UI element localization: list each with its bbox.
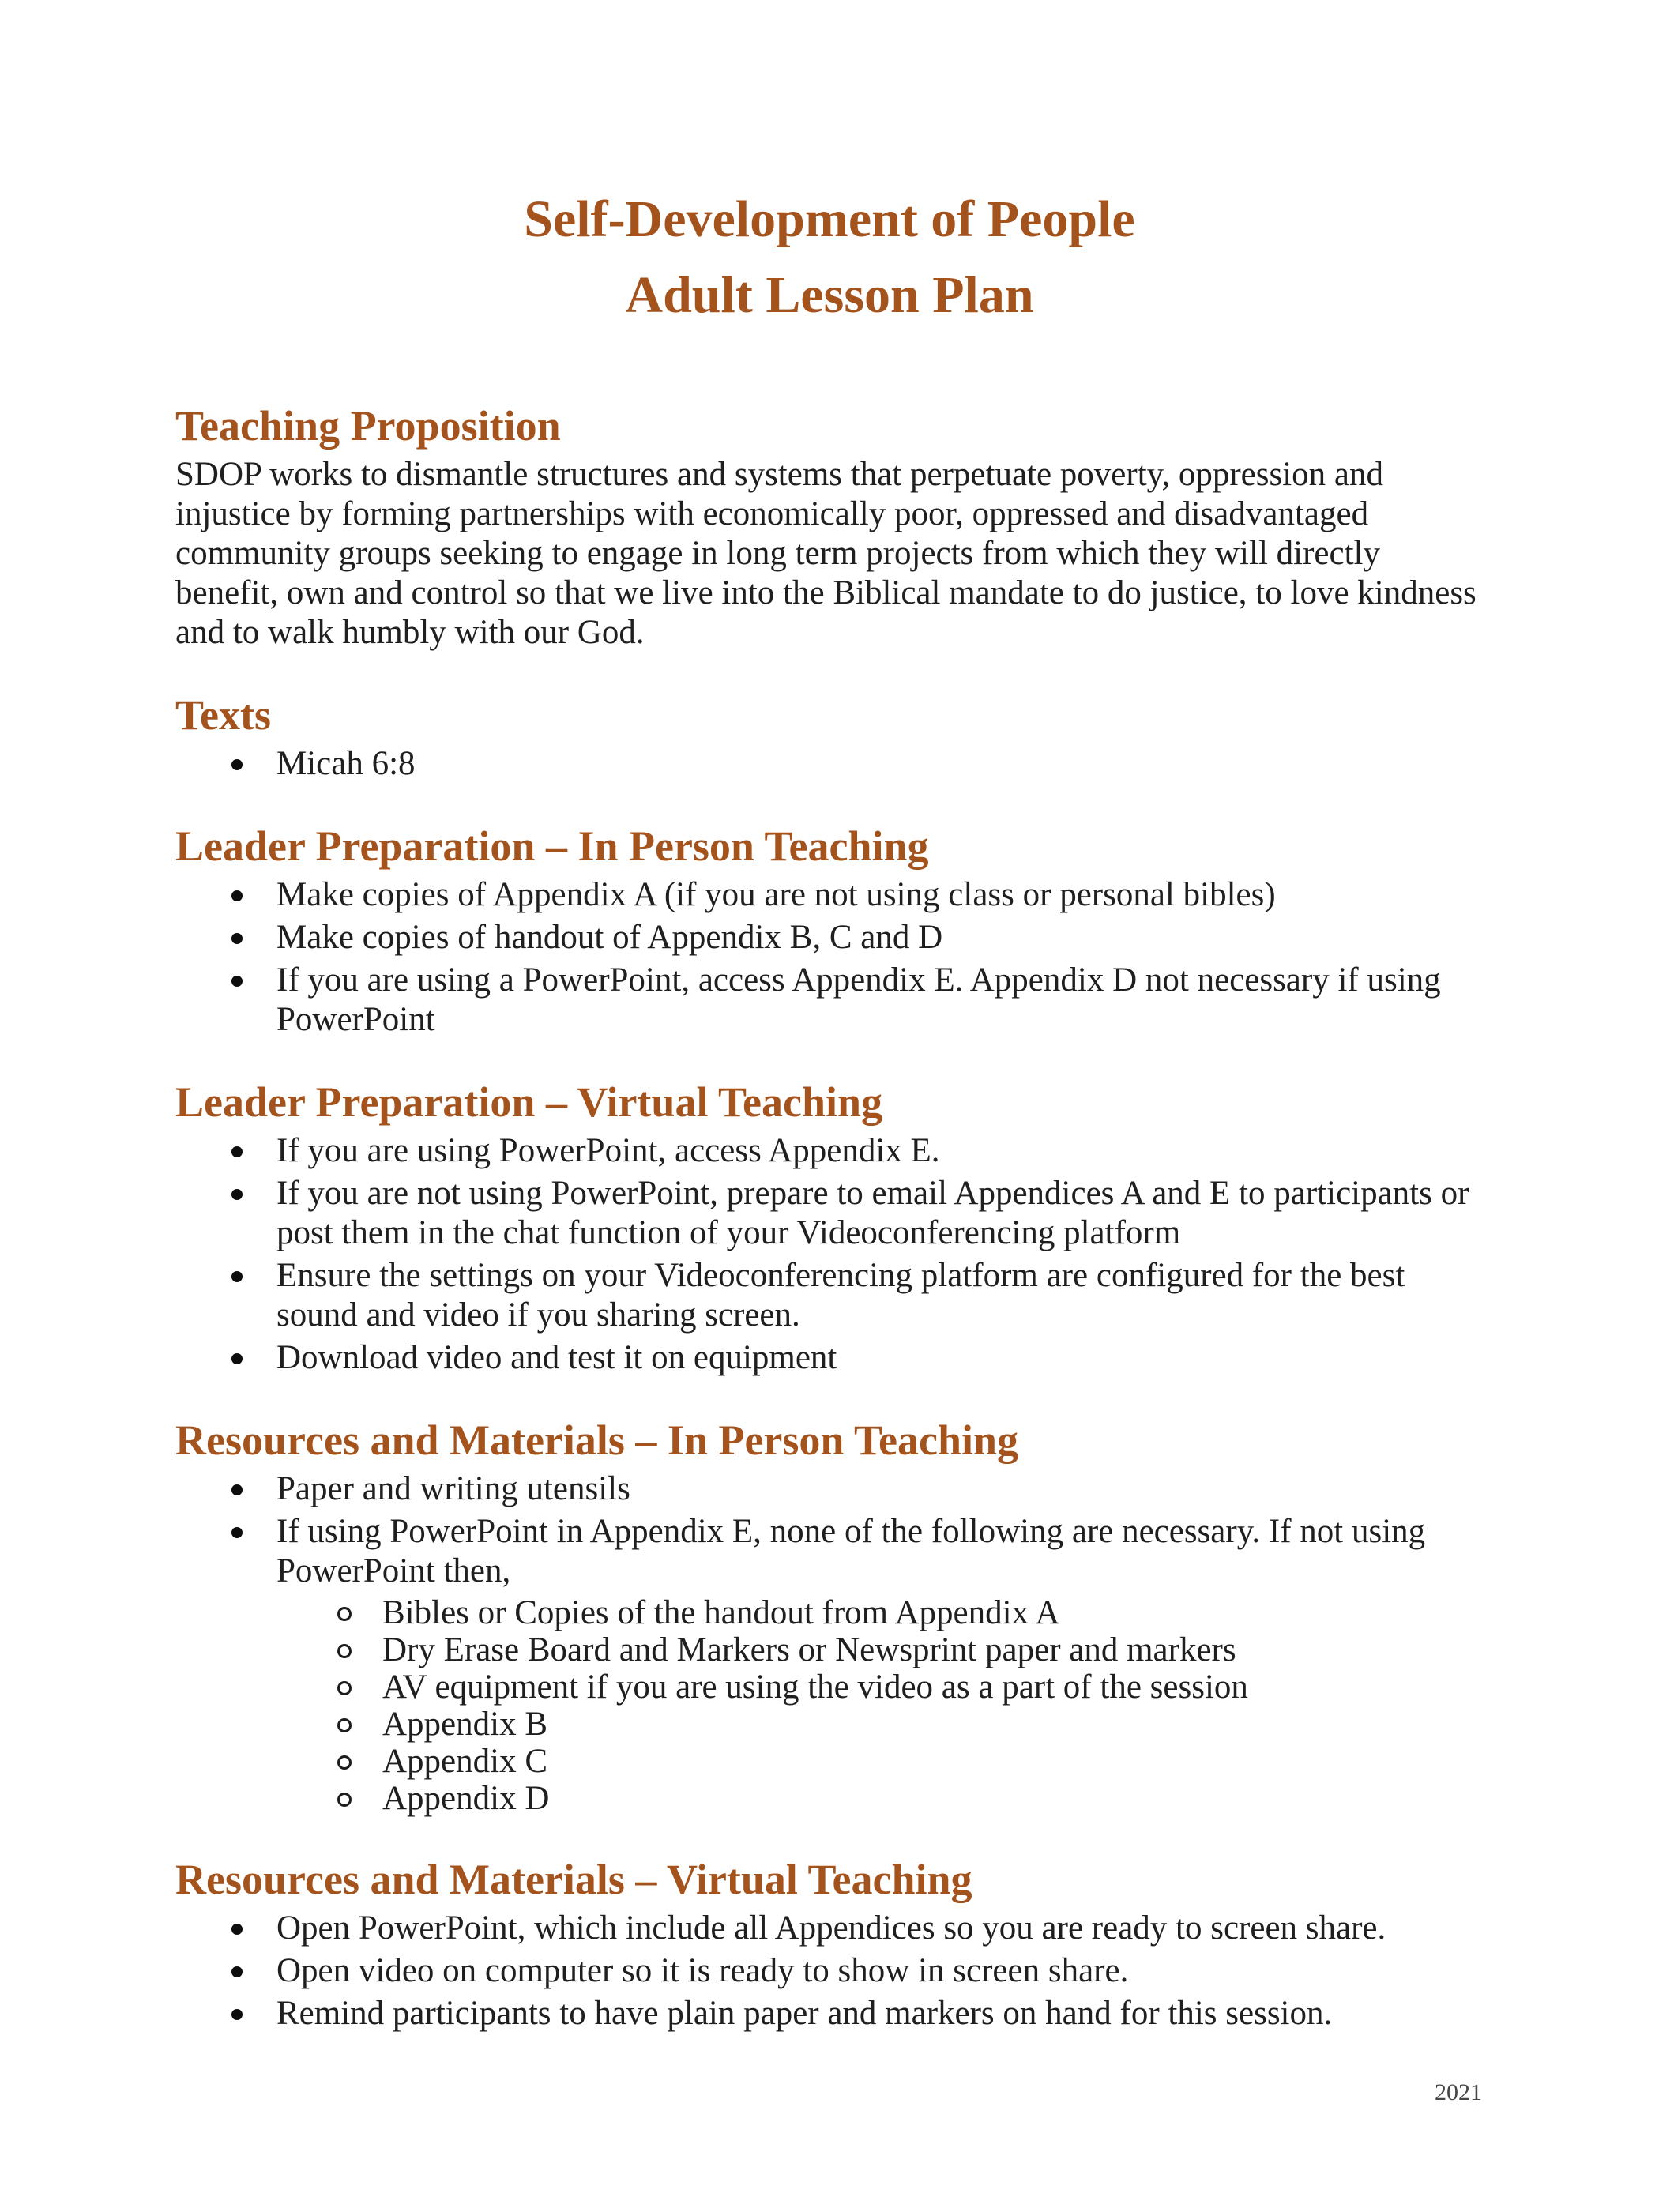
sub-list-item bbox=[175, 1743, 1484, 1780]
list-item-text: Open PowerPoint, which include all Appendices so you are ready to screen share. bbox=[276, 1909, 1386, 1947]
leader-prep-virtual-list bbox=[175, 1131, 1484, 1378]
list-item-text: If you are using a PowerPoint, access Appendix E. Appendix D not necessary if using PowerPoint bbox=[276, 961, 1441, 1038]
list-item bbox=[175, 1512, 1484, 1591]
section-heading-leader-prep-virtual: Leader Preparation – Virtual Teaching bbox=[175, 1078, 883, 1126]
bullet-icon bbox=[231, 890, 243, 901]
list-item-text: If you are not using PowerPoint, prepare to email Appendices A and E to participants or post them in the chat function of your Videoconferencing platform bbox=[276, 1175, 1469, 1251]
sub-list-item-text: Bibles or Copies of the handout from Appendix A bbox=[382, 1594, 1060, 1631]
sub-list-item bbox=[175, 1594, 1484, 1631]
list-item-text: Make copies of handout of Appendix B, C and D bbox=[276, 919, 943, 956]
document-title-line1: Self-Development of People bbox=[524, 190, 1135, 248]
section-heading-texts: Texts bbox=[175, 691, 272, 739]
list-item bbox=[175, 1909, 1484, 1948]
section-heading-resources-in-person: Resources and Materials – In Person Teaching bbox=[175, 1416, 1019, 1464]
bullet-icon bbox=[231, 1924, 243, 1935]
list-item bbox=[175, 1994, 1484, 2033]
list-item-text: Remind participants to have plain paper and markers on hand for this session. bbox=[276, 1995, 1333, 2032]
leader-prep-in-person-list bbox=[175, 875, 1484, 1040]
sub-list-item-text: Appendix D bbox=[382, 1780, 550, 1817]
circle-bullet-icon bbox=[337, 1793, 352, 1807]
list-item bbox=[175, 918, 1484, 957]
section-heading-teaching-proposition: Teaching Proposition bbox=[175, 402, 561, 450]
list-item bbox=[175, 1174, 1484, 1253]
resources-in-person-sub-list bbox=[175, 1594, 1484, 1817]
page-number: 2021 bbox=[1435, 2079, 1482, 2105]
list-item bbox=[175, 875, 1484, 915]
sub-list-item bbox=[175, 1668, 1484, 1706]
circle-bullet-icon bbox=[337, 1755, 352, 1770]
bullet-icon bbox=[231, 1353, 243, 1364]
bullet-icon bbox=[231, 933, 243, 944]
list-item-text: Paper and writing utensils bbox=[276, 1470, 630, 1507]
list-item bbox=[175, 1469, 1484, 1509]
list-item-text: If you are using PowerPoint, access Appendix E. bbox=[276, 1132, 940, 1169]
texts-list bbox=[175, 744, 1484, 784]
list-item bbox=[175, 1256, 1484, 1335]
list-item-text: Ensure the settings on your Videoconferencing platform are configured for the best sound and video if you sharing screen. bbox=[276, 1257, 1405, 1334]
list-item bbox=[175, 1338, 1484, 1378]
list-item bbox=[175, 1131, 1484, 1171]
bullet-icon bbox=[231, 1966, 243, 1977]
sub-list-item-text: AV equipment if you are using the video as a part of the session bbox=[382, 1668, 1248, 1706]
list-item bbox=[175, 961, 1484, 1040]
bullet-icon bbox=[231, 1189, 243, 1200]
sub-list-item-text: Dry Erase Board and Markers or Newsprint paper and markers bbox=[382, 1631, 1236, 1668]
sub-list-item-text: Appendix B bbox=[382, 1706, 548, 1743]
sub-list-item bbox=[175, 1631, 1484, 1668]
bullet-icon bbox=[231, 1484, 243, 1495]
list-item bbox=[175, 744, 1484, 784]
list-item bbox=[175, 1951, 1484, 1991]
list-item-text: Make copies of Appendix A (if you are not using class or personal bibles) bbox=[276, 876, 1276, 913]
bullet-icon bbox=[231, 1271, 243, 1282]
bullet-icon bbox=[231, 1146, 243, 1157]
circle-bullet-icon bbox=[337, 1681, 352, 1695]
list-item-text: Open video on computer so it is ready to show in screen share. bbox=[276, 1952, 1129, 1989]
bullet-icon bbox=[231, 759, 243, 770]
section-heading-resources-virtual: Resources and Materials – Virtual Teaching bbox=[175, 1856, 972, 1903]
document-title bbox=[175, 182, 1484, 333]
teaching-proposition-paragraph: SDOP works to dismantle structures and systems that perpetuate poverty, oppression and injustice by forming partnerships with economically poor, oppressed and disadvantaged community groups seeking to engage in long term projects from which they will directly benefit, own and control so that we live into the Biblical mandate to do justice, to love kindness and to walk humbly with our God. bbox=[175, 456, 1477, 651]
list-item-text: If using PowerPoint in Appendix E, none of the following are necessary. If not using PowerPoint then, bbox=[276, 1513, 1426, 1589]
sub-list-item bbox=[175, 1780, 1484, 1817]
bullet-icon bbox=[231, 1527, 243, 1538]
resources-in-person-list bbox=[175, 1469, 1484, 1817]
bullet-icon bbox=[231, 2009, 243, 2020]
sub-list-item bbox=[175, 1706, 1484, 1743]
list-item-text: Micah 6:8 bbox=[276, 745, 416, 782]
circle-bullet-icon bbox=[337, 1607, 352, 1621]
resources-virtual-list bbox=[175, 1909, 1484, 2033]
sub-list-item-text: Appendix C bbox=[382, 1743, 548, 1780]
document-title-line2: Adult Lesson Plan bbox=[625, 266, 1034, 324]
section-heading-leader-prep-in-person: Leader Preparation – In Person Teaching bbox=[175, 822, 929, 870]
bullet-icon bbox=[231, 976, 243, 987]
circle-bullet-icon bbox=[337, 1644, 352, 1658]
list-item-text: Download video and test it on equipment bbox=[276, 1339, 837, 1376]
circle-bullet-icon bbox=[337, 1718, 352, 1732]
